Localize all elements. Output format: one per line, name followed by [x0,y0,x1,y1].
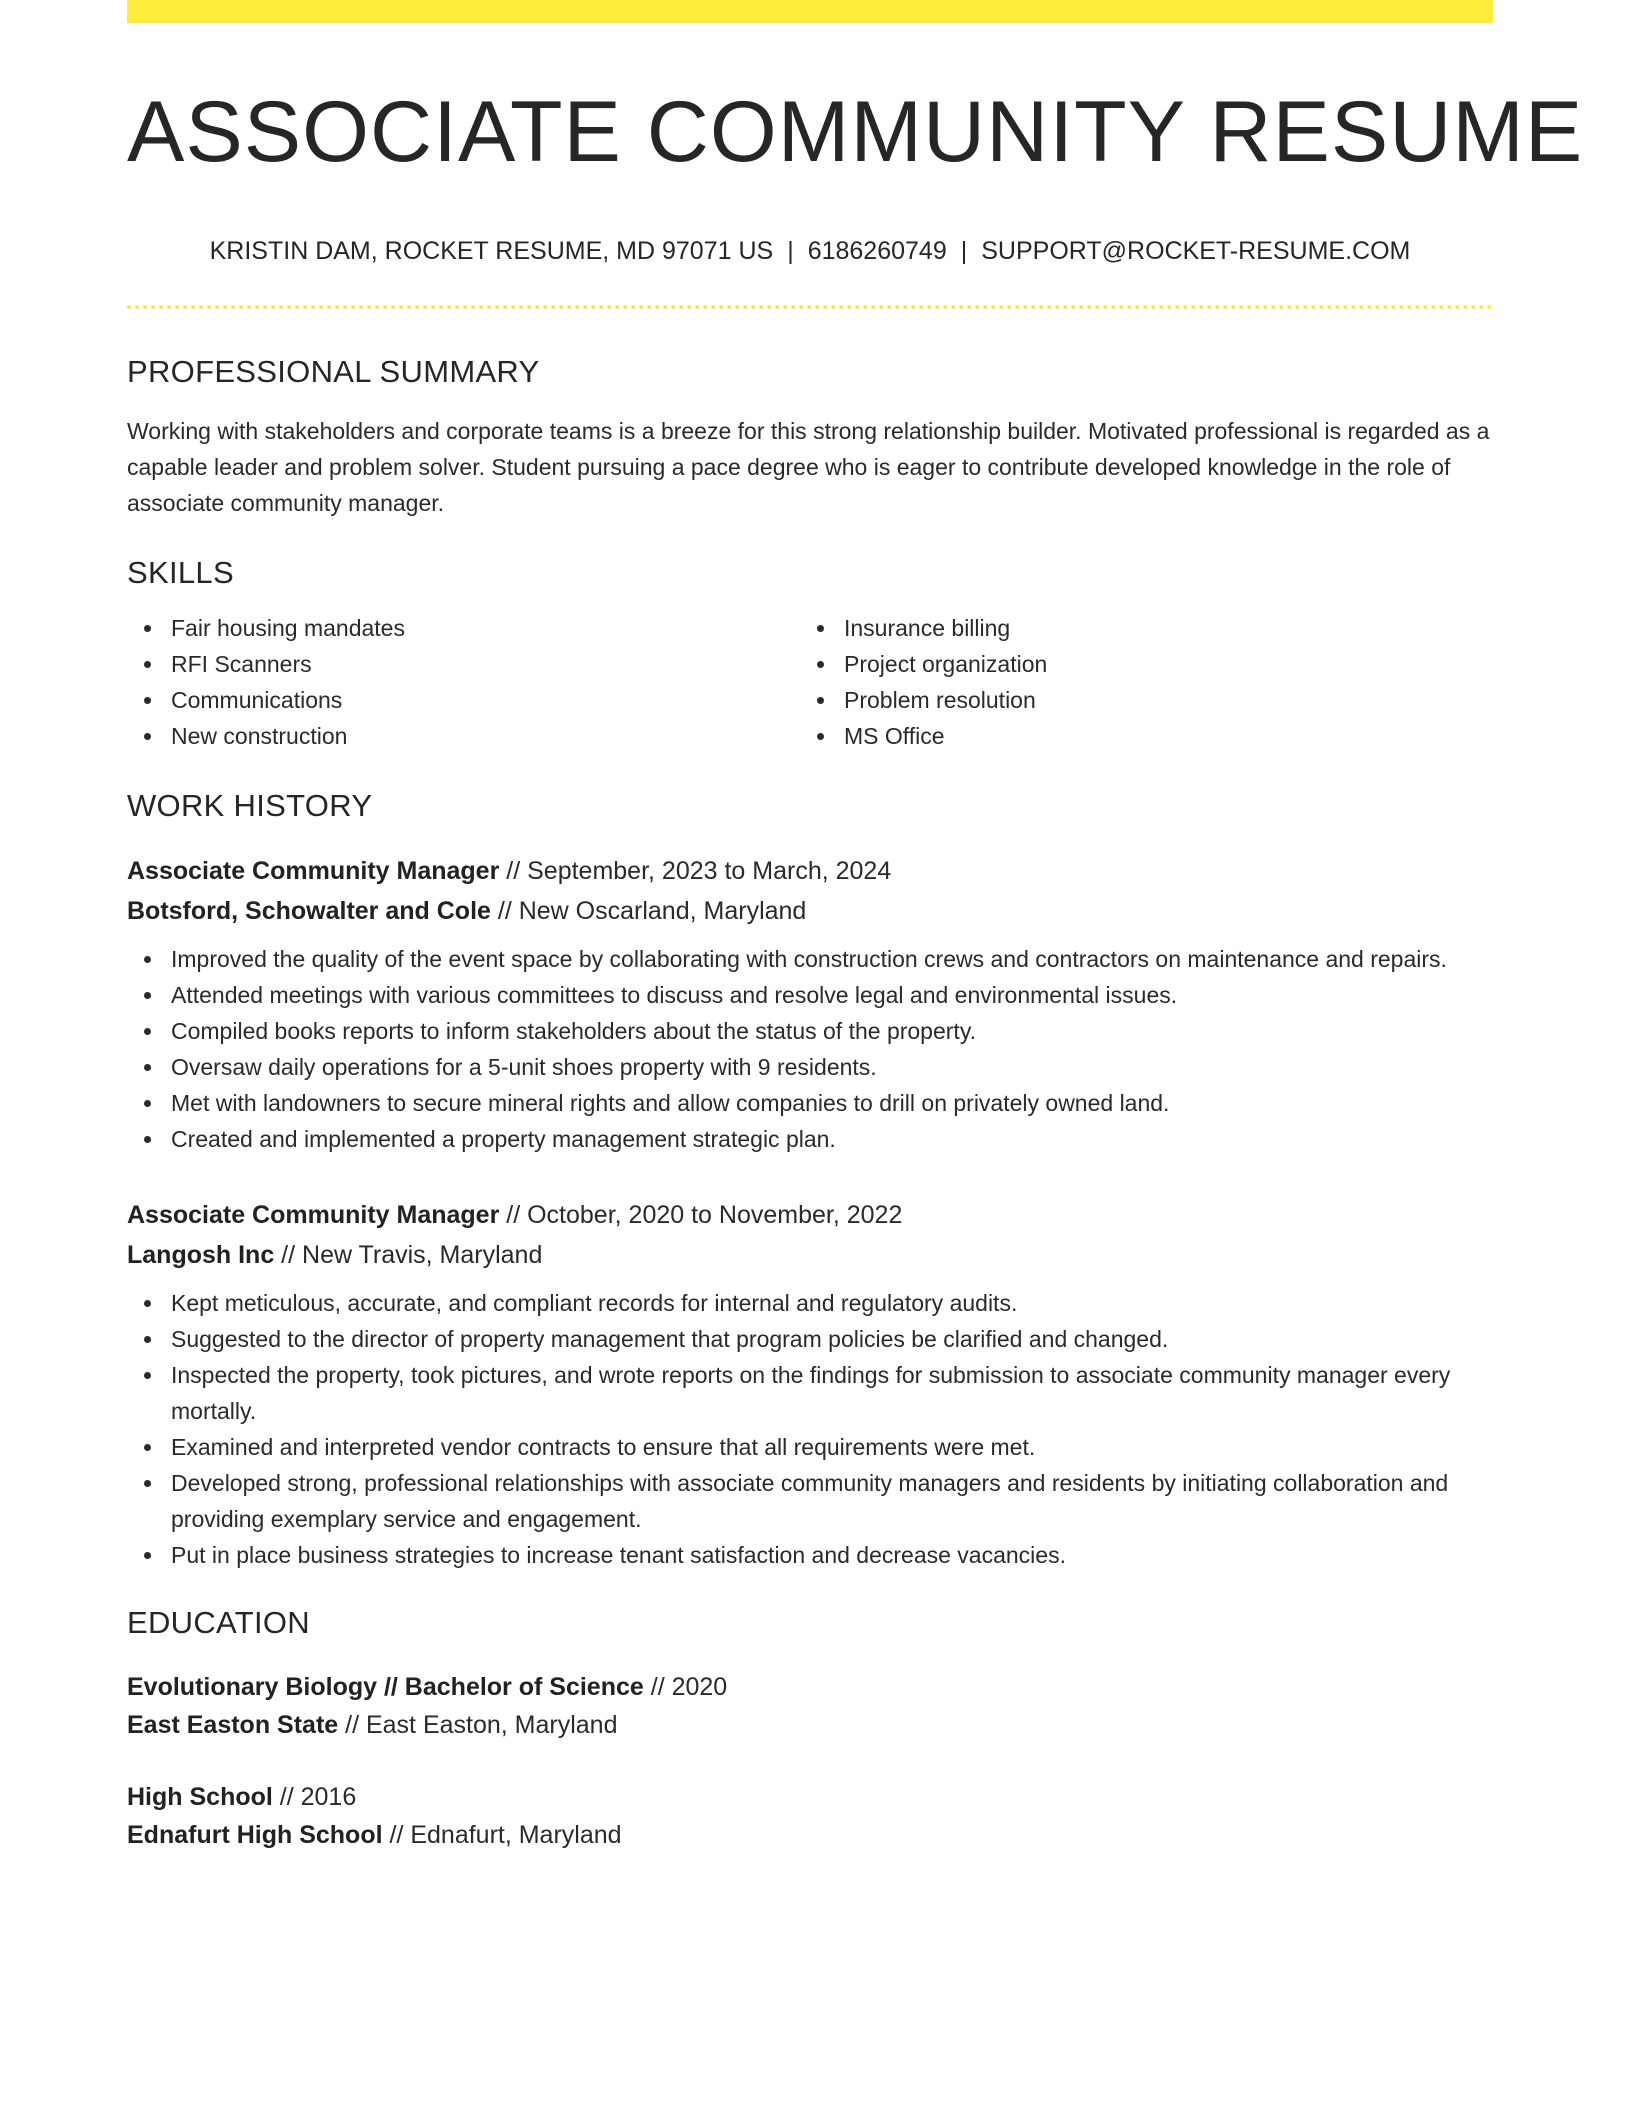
contact-email: SUPPORT@ROCKET-RESUME.COM [981,237,1411,266]
education-school-line [127,1706,1493,1744]
skill-item: RFI Scanners [127,646,800,682]
job-bullets [127,1285,1493,1573]
job-title: Associate Community Manager [127,857,500,886]
contact-address: KRISTIN DAM, ROCKET RESUME, MD 97071 US [209,237,774,266]
skills-column-left [127,610,800,754]
skills-heading: SKILLS [127,555,234,591]
contact-phone: 6186260749 [807,237,947,266]
job-location: // New Oscarland, Maryland [490,897,807,926]
job-company-line [127,891,1493,931]
education-heading: EDUCATION [127,1605,310,1641]
job-location: // New Travis, Maryland [274,1241,543,1270]
education-school-line [127,1816,1493,1854]
job-bullet: Compiled books reports to inform stakeholders about the status of the property. [127,1013,1493,1049]
job-bullet: Developed strong, professional relationships with associate community managers and residents by initiating collaboration and providing exemplary service and engagement. [127,1465,1493,1537]
job-title-line [127,851,1493,891]
job-entry [127,1195,1493,1573]
job-bullet: Suggested to the director of property management that program policies be clarified and changed. [127,1321,1493,1357]
work-history-heading: WORK HISTORY [127,788,373,824]
job-dates: // September, 2023 to March, 2024 [499,857,892,886]
job-bullet: Examined and interpreted vendor contracts to ensure that all requirements were met. [127,1429,1493,1465]
summary-text: Working with stakeholders and corporate teams is a breeze for this strong relationship builder. Motivated professional is regarded as a capable leader and problem solver. Student pursuing a pace degree who is eager to contribute developed knowledge in the role of associate community manager. [127,418,1490,517]
job-bullet: Kept meticulous, accurate, and compliant records for internal and regulatory audits. [127,1285,1493,1321]
job-title: Associate Community Manager [127,1201,500,1230]
contact-line [127,239,1493,264]
summary-heading: PROFESSIONAL SUMMARY [127,354,540,390]
skill-item: Fair housing mandates [127,610,800,646]
education-school: East Easton State [127,1711,339,1740]
job-title-line [127,1195,1493,1235]
job-company-line [127,1235,1493,1275]
job-bullet: Attended meetings with various committees to discuss and resolve legal and environmental issues. [127,977,1493,1013]
contact-separator: | [787,237,794,266]
resume-title: ASSOCIATE COMMUNITY RESUME [127,84,1584,180]
job-bullet: Put in place business strategies to increase tenant satisfaction and decrease vacancies. [127,1537,1493,1573]
job-company: Langosh Inc [127,1241,275,1270]
job-bullet: Created and implemented a property management strategic plan. [127,1121,1493,1157]
skill-item: MS Office [800,718,1473,754]
education-degree-line [127,1668,1493,1706]
skills-column-right [800,610,1473,754]
header-divider [127,305,1493,309]
job-entry [127,851,1493,1157]
education-degree-line [127,1778,1493,1816]
contact-separator: | [960,237,968,266]
education-degree: High School [127,1783,273,1812]
education-entry [127,1778,1493,1854]
skill-item: Insurance billing [800,610,1473,646]
job-bullet: Met with landowners to secure mineral rights and allow companies to drill on privately owned land. [127,1085,1493,1121]
skill-item: Problem resolution [800,682,1473,718]
education-school: Ednafurt High School [127,1821,383,1850]
job-bullet: Improved the quality of the event space by collaborating with construction crews and contractors on maintenance and repairs. [127,941,1493,977]
education-location: // Ednafurt, Maryland [382,1821,622,1850]
education-entry [127,1668,1493,1744]
skills-list [127,610,1493,754]
skill-item: Communications [127,682,800,718]
job-bullet: Inspected the property, took pictures, and wrote reports on the findings for submission to associate community manager every mortally. [127,1357,1493,1429]
skill-item: New construction [127,718,800,754]
accent-top-bar [127,0,1493,23]
job-company: Botsford, Schowalter and Cole [127,897,491,926]
resume-page [127,0,1584,1854]
job-bullets [127,941,1493,1157]
skill-item: Project organization [800,646,1473,682]
education-location: // East Easton, Maryland [338,1711,618,1740]
job-dates: // October, 2020 to November, 2022 [499,1201,903,1230]
education-degree: Evolutionary Biology // Bachelor of Science [127,1673,644,1702]
education-year: // 2016 [272,1783,357,1812]
job-bullet: Oversaw daily operations for a 5-unit shoes property with 9 residents. [127,1049,1493,1085]
education-year: // 2020 [643,1673,728,1702]
